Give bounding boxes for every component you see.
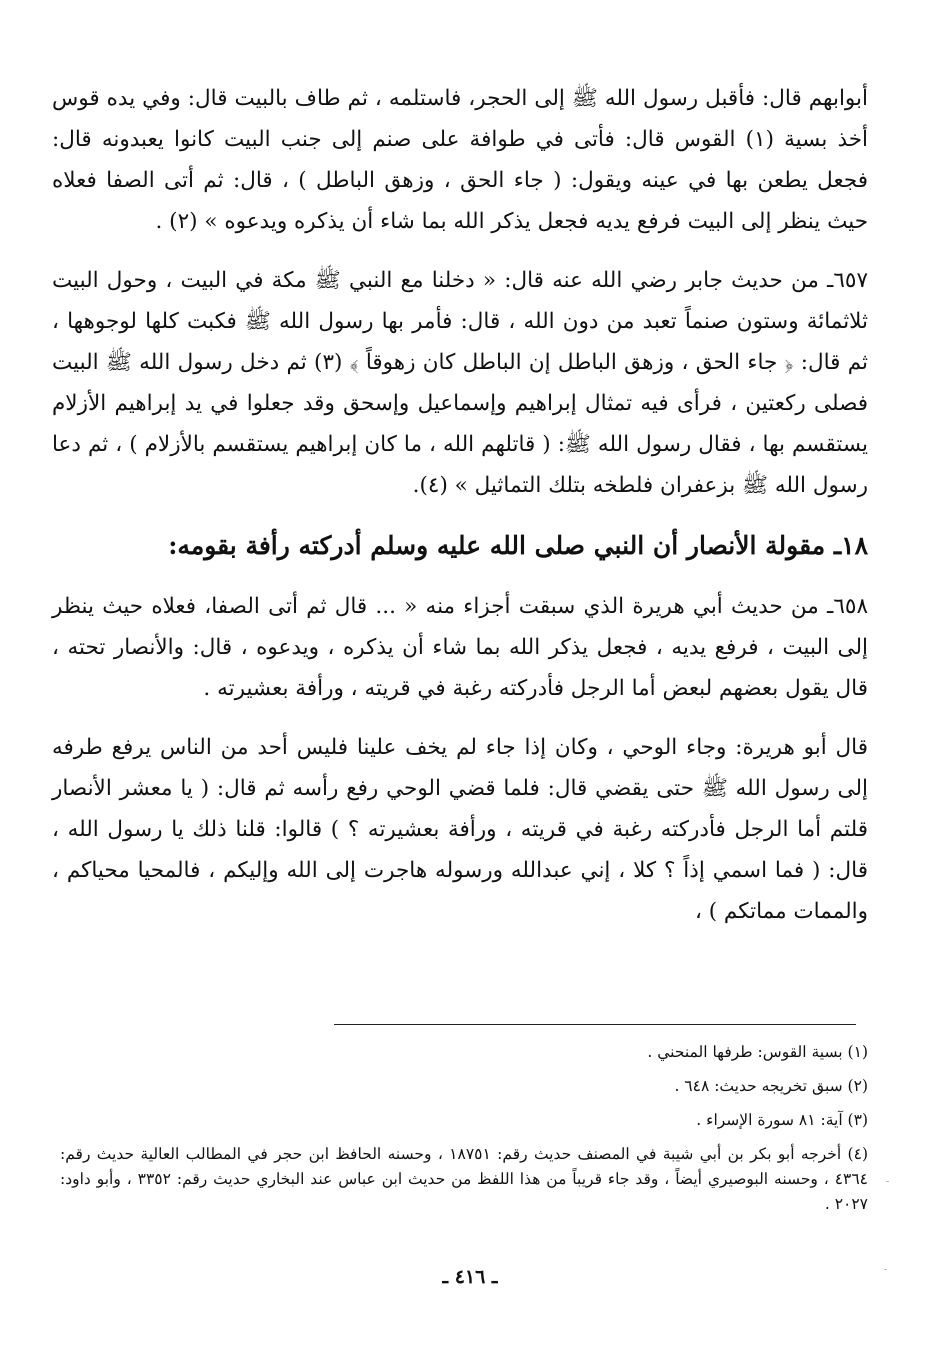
footnote-divider (334, 1024, 856, 1025)
footnote-1: (١) بسية القوس: طرفها المنحني . (647, 1043, 868, 1061)
footnote-3: (٣) آية: ٨١ سورة الإسراء . (696, 1111, 868, 1129)
hadith-657: ٦٥٧ـ من حديث جابر رضي الله عنه قال: « دخلنا مع النبي ﷺ مكة في البيت ، وحول البيت ثلاثمائة وستون صنماً تعبد من دون الله ، قال: فأمر بها رسول الله ﷺ فكبت كلها لوجوهها ، ثم قال: ﴿ جاء الحق ، وزهق الباطل إن الباطل كان زهوقاً ﴾ (٣) ثم دخل رسول الله ﷺ البيت فصلى ركعتين ، فرأى فيه تمثال إبراهيم وإسماعيل وإسحق وقد جعلوا في يد إبراهيم الأزلام يستقسم بها ، فقال رسول الله ﷺ: ( قاتلهم الله ، ما كان إبراهيم يستقسم بالأزلام ) ، ثم دعا رسول الله ﷺ بزعفران فلطخه بتلك التماثيل » (٤). (52, 268, 869, 498)
scan-speck (886, 1181, 889, 1182)
section-heading: ١٨ـ مقولة الأنصار أن النبي صلى الله عليه وسلم أدركته رأفة بقومه: (168, 531, 868, 560)
footnotes (60, 1040, 868, 1227)
hadith-658: ٦٥٨ـ من حديث أبي هريرة الذي سبقت أجزاء منه « ... قال ثم أتى الصفا، فعلاه حيث ينظر إلى البيت ، فرفع يديه ، فجعل يذكر الله بما شاء أن يذكره ، ويدعوه ، قال: والأنصار تحته ، قال يقول بعضهم لبعض أما الرجل فأدركته رغبة في قريته ، ورأفة بعشيرته . (52, 594, 868, 701)
paragraph-continued: أبوابهم قال: فأقبل رسول الله ﷺ إلى الحجر، فاستلمه ، ثم طاف بالبيت قال: وفي يده قوس أخذ بسية (١) القوس قال: فأتى في طوافة على صنم إلى جنب البيت كانوا يعبدونه قال: فجعل يطعن بها في عينه ويقول: ( جاء الحق ، وزهق الباطل ) ، قال: ثم أتى الصفا فعلاه حيث ينظر إلى البيت فرفع يديه فجعل يذكر الله بما شاء أن يذكره ويدعوه » (٢) . (52, 86, 868, 234)
paragraph-abu-hurayra: قال أبو هريرة: وجاء الوحي ، وكان إذا جاء لم يخف علينا فليس أحد من الناس يرفع طرفه إلى رسول الله ﷺ حتى يقضي قال: فلما قضي الوحي رفع رأسه ثم قال: ( يا معشر الأنصار قلتم أما الرجل فأدركته رغبة في قريته ، ورأفة بعشيرته ؟ ) قالوا: قلنا ذلك يا رسول الله ، قال: ( فما اسمي إذاً ؟ كلا ، إني عبدالله ورسوله هاجرت إلى الله وإليكم ، فالمحيا محياكم ، والممات مماتكم ) ، (52, 735, 868, 924)
page-number: ـ ٤١٦ ـ (442, 1266, 498, 1288)
footnote-4: (٤) أخرجه أبو بكر بن أبي شيبة في المصنف حديث رقم: ١٨٧٥١ ، وحسنه الحافظ ابن حجر في المطالب العالية حديث رقم: ٤٣٦٤ ، وحسنه البوصيري أيضاً ، وقد جاء قريباً من هذا اللفظ من حديث ابن عباس عند البخاري حديث رقم: ٣٣٥٢ ، وأبو داود: ٢٠٢٧ . (60, 1145, 868, 1213)
footnote-2: (٢) سبق تخريجه حديث: ٦٤٨ . (674, 1077, 868, 1095)
scan-speck (884, 1269, 887, 1270)
main-text (52, 78, 868, 932)
